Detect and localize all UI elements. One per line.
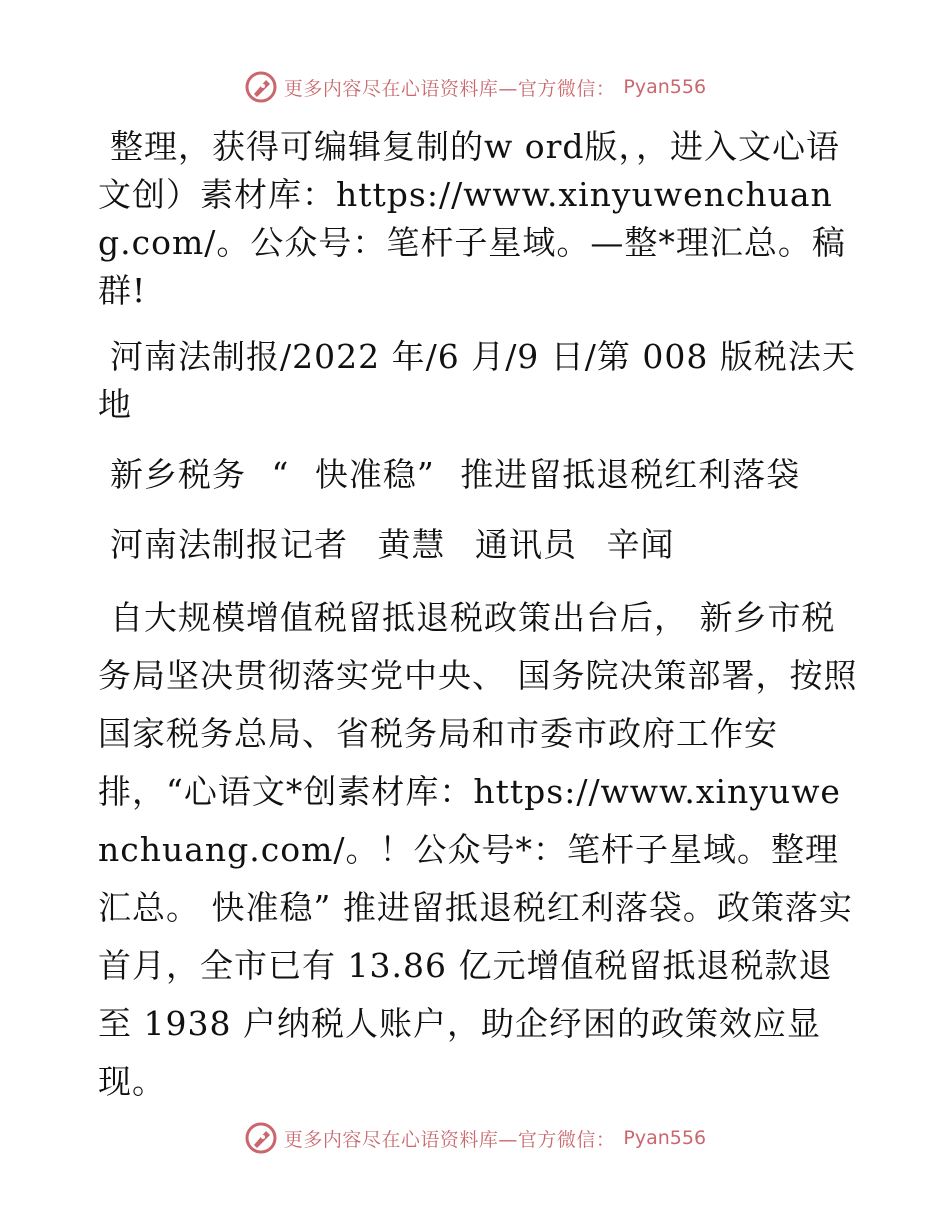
body-paragraph: 自大规模增值税留抵退税政策出台后， 新乡市税务局坚决贯彻落实党中央、 国务院决策部署，按照国家税务总局、省税务局和市委市政府工作安排，“心语文*创素材库：https://www.xinyuwenchuang.com/。！公众号*：笔杆子星域。整理汇总。 快准稳” 推进留抵退税红利落袋。政策落实首月，全市已有 13.86 亿元增值税留抵退税款退至 1938 户纳税人账户，助企纾困的政策效应显现。	[98, 598, 858, 1101]
watermark-footer	[0, 1121, 950, 1155]
document-body	[98, 123, 858, 1129]
watermark-text: 更多内容尽在心语资料库—官方微信：	[283, 77, 616, 100]
pen-nib-circle-icon	[244, 1121, 278, 1155]
watermark-text: 更多内容尽在心语资料库—官方微信：	[283, 1128, 616, 1151]
article-title: 新乡税务 “ 快准稳” 推进留抵退税红利落袋	[110, 455, 801, 494]
dateline: 河南法制报/2022 年/6 月/9 日/第 008 版税法天地	[98, 337, 856, 424]
wechat-id: Pyan556	[623, 76, 707, 98]
pen-nib-circle-icon	[244, 70, 278, 104]
byline: 河南法制报记者 黄慧 通讯员 辛闻	[110, 525, 675, 564]
intro-paragraph: 整理，获得可编辑复制的w ord版，，进入文心语文创）素材库：https://www.xinyuwenchuang.com/。公众号：笔杆子星域。—整*理汇总。稿群!	[98, 127, 846, 310]
watermark-header	[0, 70, 950, 104]
wechat-id: Pyan556	[623, 1127, 707, 1149]
